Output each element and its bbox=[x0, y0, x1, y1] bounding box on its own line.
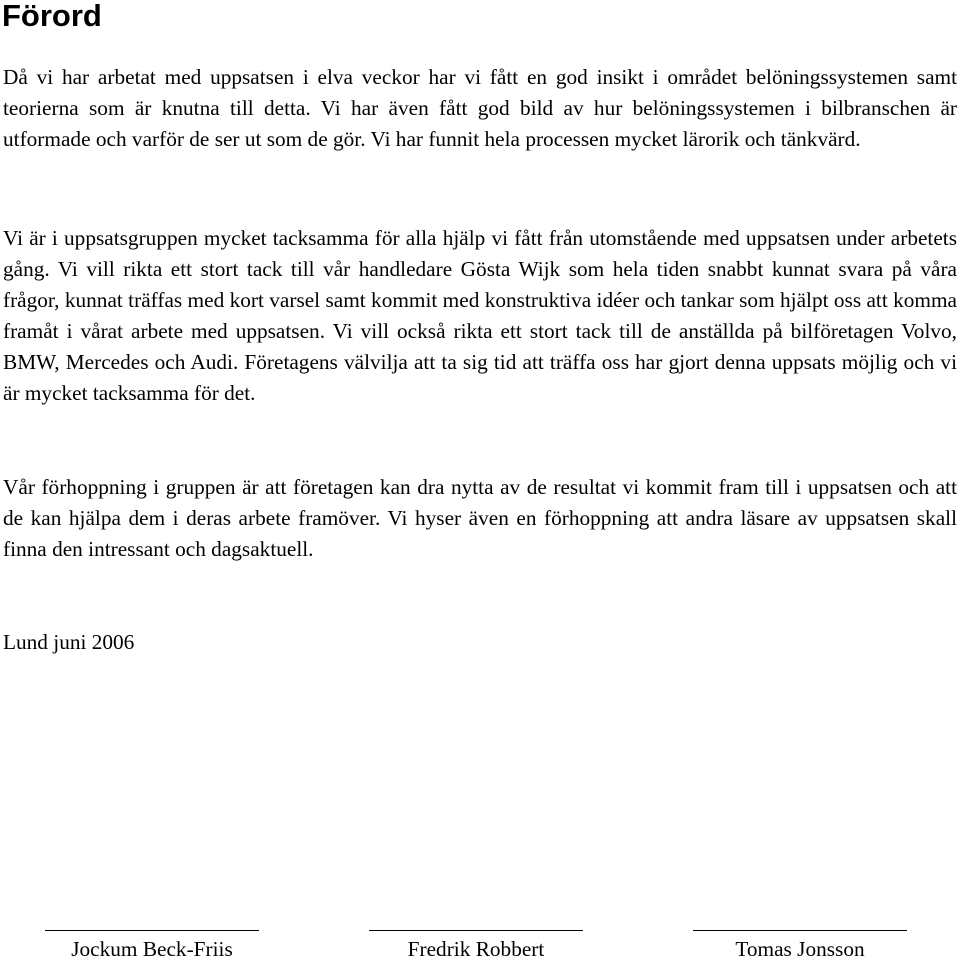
signature-block bbox=[45, 918, 259, 964]
signature-block bbox=[369, 918, 583, 964]
signature-block bbox=[693, 918, 907, 964]
signature-line bbox=[45, 930, 259, 931]
page-title: Förord bbox=[2, 0, 102, 33]
paragraph-hope: Vår förhoppning i gruppen är att företagen kan dra nytta av de resultat vi kommit fram till i uppsatsen och att de kan hjälpa dem i deras arbete framöver. Vi hyser även en förhoppning att andra läsare av uppsatsen skall finna den intressant och dagsaktuell. bbox=[3, 475, 957, 561]
place-date: Lund juni 2006 bbox=[3, 630, 135, 654]
paragraph-intro: Då vi har arbetat med uppsatsen i elva veckor har vi fått en god insikt i området belöningssystemen samt teorierna som är knutna till detta. Vi har även fått god bild av hur belöningssystemen i bilbranschen är utformade och varför de ser ut som de gör. Vi har funnit hela processen mycket lärorik och tänkvärd. bbox=[3, 65, 957, 151]
signature-name: Tomas Jonsson bbox=[735, 937, 865, 961]
signature-line bbox=[693, 930, 907, 931]
signature-name: Fredrik Robbert bbox=[407, 937, 545, 961]
signature-line bbox=[369, 930, 583, 931]
signature-name: Jockum Beck-Friis bbox=[71, 937, 233, 961]
paragraph-thanks: Vi är i uppsatsgruppen mycket tacksamma för alla hjälp vi fått från utomstående med uppsatsen under arbetets gång. Vi vill rikta ett stort tack till vår handledare Gösta Wijk som hela tiden snabbt kunnat svara på våra frågor, kunnat träffas med kort varsel samt kommit med konstruktiva idéer och tankar som hjälpt oss att komma framåt i vårat arbete med uppsatsen. Vi vill också rikta ett stort tack till de anställda på bilföretagen Volvo, BMW, Mercedes och Audi. Företagens välvilja att ta sig tid att träffa oss har gjort denna uppsats möjlig och vi är mycket tacksamma för det. bbox=[3, 226, 957, 405]
